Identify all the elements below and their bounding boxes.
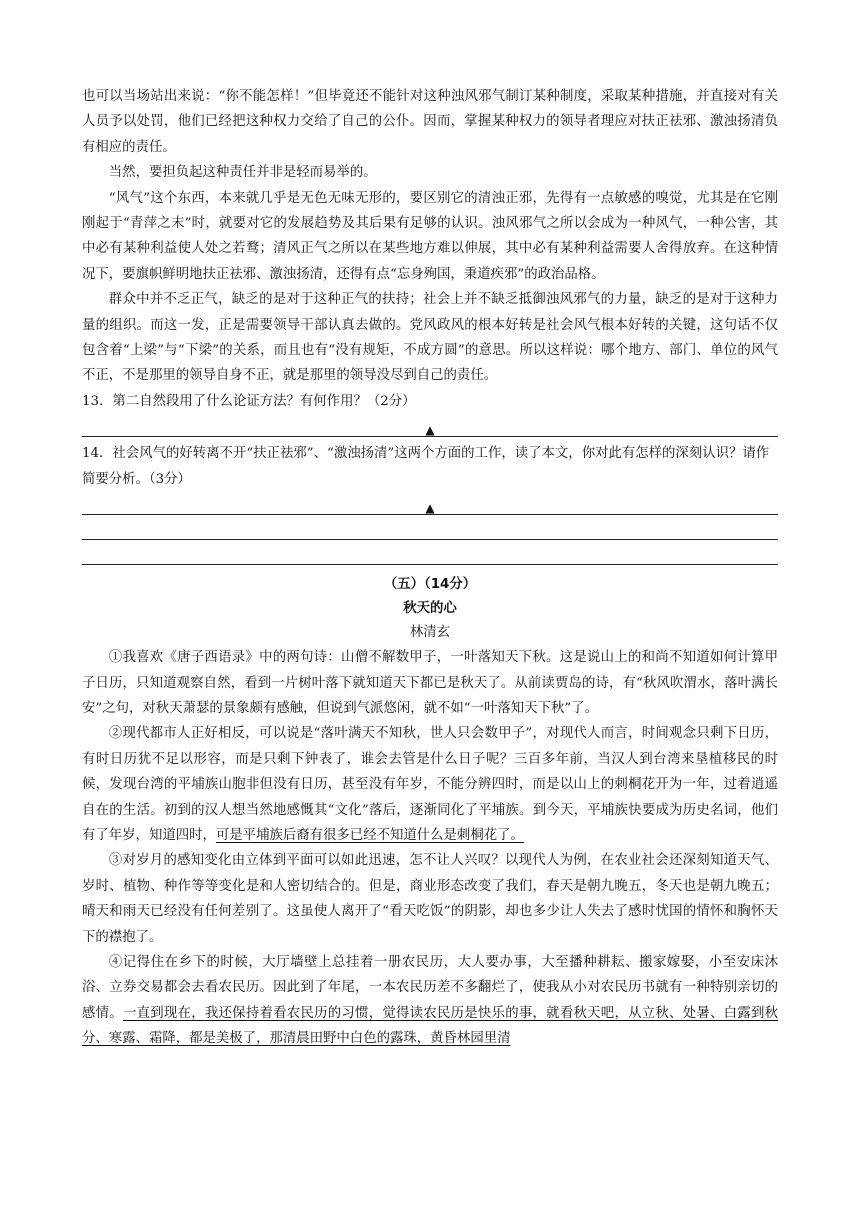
answer-line-14[interactable] xyxy=(82,492,778,515)
essay-paragraph: 群众中并不乏正气，缺乏的是对于这种正气的扶持；社会上并不缺乏抵御浊风邪气的力量，缺乏的是对于这种力量的组织。而这一发，正是需要领导干部认真去做的。党风政风的根本好转是社会风气根本好转的关键，这句话不仅包含着“上梁”与“下梁”的关系，而且也有“没有规矩，不成方圆”的意思。所以这样说：哪个地方、部门、单位的风气不正，不是那里的领导自身不正，就是那里的领导没尽到自己的责任。 xyxy=(82,292,778,384)
triangle-marker: ▲ xyxy=(425,423,435,438)
essay-paragraph: “风气”这个东西，本来就几乎是无色无味无形的，要区别它的清浊正邪，先得有一点敏感的嗅觉，尤其是在它刚刚起于“青萍之末”时，就要对它的发展趋势及其后果有足够的认识。浊风邪气之所以会成为一种风气，一种公害，其中必有某种利益使人处之若鹜；清风正气之所以在某些地方难以伸展，其中必有某种利益需要人舍得放弃。在这种情况下，要旗帜鲜明地扶正祛邪、激浊扬清，还得有点“忘身殉国，秉道疾邪”的政治品格。 xyxy=(82,190,778,282)
article-title: 秋天的心 xyxy=(403,601,457,617)
question-14: 14．社会风气的好转离不开“扶正祛邪”、“激浊扬清”这两个方面的工作，读了本文，你对此有怎样的深刻认识？请作简要分析。（3分） xyxy=(82,446,770,487)
underlined-sentence: 一直到现在，我还保持着看农民历的习惯，觉得读农民历是快乐的事，就看秋天吧，从立秋、处暑、白露到秋分、寒露、霜降，都是美极了，那清晨田野中白色的露珠，黄昏林园里清 xyxy=(82,1005,779,1047)
article-paragraph: ①我喜欢《唐子西语录》中的两句诗：山僧不解数甲子，一叶落知天下秋。这是说山上的和尚不知道如何计算甲子日历，只知道观察自然，看到一片树叶落下就知道天下都已是秋天了。从前读贾岛的诗，有“秋风吹渭水，落叶满长安”之句，对秋天萧瑟的景象颇有感触，但说到气派悠闲，就不如“一叶落知天下秋”了。 xyxy=(82,650,778,716)
question-13: 13．第二自然段用了什么论证方法？有何作用？（2分） xyxy=(82,393,416,409)
paragraph-text: ④记得住在乡下的时候，大厅墙壁上总挂着一册农民历，大人要办事，大至播种耕耘、搬家嫁娶，小至安床沐浴、立券交易都会去看农民历。因此到了年尾，一本农民历差不多翻烂了，使我从小对农民历书就有一种特别亲切的感情。 xyxy=(82,954,778,1021)
triangle-marker: ▲ xyxy=(425,501,435,516)
underlined-sentence: 可是平埔族后裔有很多已经不知道什么是刺桐花了。 xyxy=(215,827,524,843)
article-paragraph xyxy=(82,721,778,848)
essay-paragraph: 也可以当场站出来说：“你不能怎样！”但毕竟还不能针对这种浊风邪气制订某种制度，采取某种措施，并直接对有关人员予以处罚，他们已经把这种权力交给了自己的公仆。因而，掌握某种权力的领导者理应对扶正祛邪、激浊扬清负有相应的责任。 xyxy=(82,89,778,155)
paragraph-text: ②现代都市人正好相反，可以说是“落叶满天不知秋，世人只会数甲子”，对现代人而言，时间观念只剩下日历，有时日历犹不足以形容，而是只剩下钟表了，谁会去管是什么日子呢？三百多年前，当汉人到台湾来垦植移民的时候，发现台湾的平埔族山胞非但没有日历，甚至没有年岁，不能分辨四时，而是以山上的刺桐花开为一年，过着逍遥自在的生活。初到的汉人想当然地感慨其“文化”落后，逐渐同化了平埔族。到今天，平埔族快要成为历史名词，他们有了年岁，知道四时， xyxy=(82,726,778,843)
exam-page xyxy=(82,84,778,1052)
essay-paragraph: 当然，要担负起这种责任并非是轻而易举的。 xyxy=(108,165,377,181)
article-paragraph xyxy=(82,950,778,1052)
answer-line-13[interactable] xyxy=(82,414,778,437)
article-paragraph: ③对岁月的感知变化由立体到平面可以如此迅速，怎不让人兴叹？以现代人为例，在农业社会还深刻知道天气、岁时、植物、种作等等变化是和人密切结合的。但是，商业形态改变了我们，春天是朝九晚五，冬天也是朝九晚五；晴天和雨天已经没有任何差别了。这虽使人离开了“看天吃饭”的阴影，却也多少让人失去了感时忧国的情怀和胸怀天下的襟抱了。 xyxy=(82,853,778,945)
answer-line-14[interactable] xyxy=(82,540,778,565)
section-heading: （五）（14分） xyxy=(383,577,477,593)
answer-line-14[interactable] xyxy=(82,515,778,540)
article-author: 林清玄 xyxy=(409,625,451,641)
